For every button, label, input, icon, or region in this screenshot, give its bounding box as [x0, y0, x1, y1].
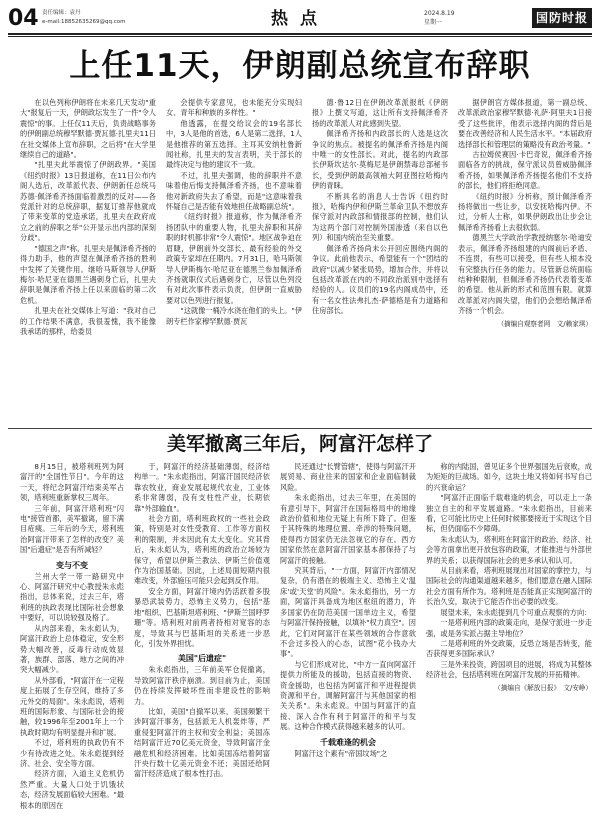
date-info — [424, 9, 455, 27]
paragraph: 朱永彪认为，塔利班在阿富汗的政治、经济、社会等方面拿出更开放包容的政策，才能推进与外部世界的关系；以获得国际社会的更多承认和认可。 — [426, 534, 592, 565]
paragraph: 他透露，在提交给议会的19名部长中，3人是他的首选，6人是第二选择，1人是他推荐的第五选择。主耳其安纳杜鲁新闻社称，扎里夫的发言表明，关于部长的最终决定与他的建议不一致。 — [166, 118, 302, 170]
paragraph: 安全方面，阿富汗境内仍活跃着多股暴恐武装势力，恐怖主义势力，包括"基地"组织、巴基斯坦塔利班、"伊斯兰国呼罗珊"等。塔利班对前两者持相对宽容的态度，导致其与巴基斯坦的关系进一步恶化，引发外界担忧。 — [134, 586, 270, 648]
paragraph: 8月15日，被塔利班列为阿富汗的"全国性节日"。今年的这一天，将纪念阿富汗结束美军占领，塔利班重新掌权三周年。 — [20, 462, 124, 503]
article2-column-2 — [134, 462, 270, 830]
paragraph: 《纽约时报》分析称，预计佩泽希齐扬将做出一些让步，以安抚哈梅内伊。不过，分析人士称，如果伊朗政出让步会让佩泽希齐扬看上去很软弱。 — [458, 191, 592, 232]
article1-column-2 — [166, 98, 302, 424]
paragraph: 古拉姆侯赛因·卡巴奇说，佩泽希齐扬面临各方的挑战，保守派议员曾威胁佩泽希齐扬，如果佩泽希齐扬提名他们不支持的部长，他们将拒绝同意。 — [458, 150, 592, 191]
subheading: 美国"后遗症" — [177, 654, 227, 664]
paragraph: 佩泽希齐扬和内政部长的人选是这次争议的焦点。被提名的佩泽希齐扬是内阁中唯一的女性部长。对此，提名的内政部长伊斯坎达尔·莫梅尼是伊朗禁毒总部秘书长，受到伊朗最高领袖大阿亚图拉哈梅内伊的青睐。 — [312, 129, 448, 191]
paragraph: 比如，美国"自撤军以来，美国频繁干涉阿富汗事务，包括派无人机轰炸等，严重侵犯阿富汗的主权和安全利益；美国冻结阿富汗近70亿美元资金，导致阿富汗金融危机和经济困难。比如美国冻结着阿富汗央行数十亿美元资金不还；美国还给阿富汗经济造成了根本性打击。 — [134, 706, 270, 779]
paragraph: 民还通过"长臂管辖"，使得与阿富汗开展贸易、商业往来的国家和企业面临制裁风险。 — [280, 462, 416, 492]
editor-email: e-mail:18852635269@qq.com — [42, 19, 126, 25]
paragraph: 展望未来，朱永彪提到几个可重点观察的方向： — [440, 607, 592, 617]
paragraph: 称的内陆国，曾见证多个世界强国先后衰败，成为矩矩的巨战场。如今，这块土地又将如何书写自己的兴衰命运？ — [426, 462, 592, 492]
paragraph: 朱永彪指出，三年前美军仓促撤离，导致阿富汗秩序崩溃。到目前为止，美国仍在持续发挥破坏性而非建设性的影响力。 — [134, 665, 270, 706]
paragraph: 扎里夫在社交媒体上写道："我对自己的工作结果不满意，我很羞愧，我不能像我承诺的那样，给委员 — [20, 306, 156, 336]
paragraph: 会提供专家意见，也未能充分实现妇女、青年和种族的多样性。" — [166, 98, 302, 118]
paragraph: 德·鲁12日在伊朗改革派报纸《伊朗报》上撰文写道，这让所有支持佩泽希齐扬的改革派人对此感到失望。 — [312, 98, 448, 128]
paragraph: 二是塔利班的外交政策，反恐立场是否转变，能否获得更多国际承认？ — [426, 638, 592, 659]
issue-weekday: 星期一 — [424, 19, 443, 26]
issue-date: 2024.8.19 — [424, 10, 455, 17]
editor-name: 责任编辑：袁丹 — [42, 10, 81, 16]
newspaper-logo: 国防时报 — [532, 8, 592, 28]
paragraph: 经济方面，入道主义危机仍然严重。大量人口处于饥饿状态，经济发展面临较大困难。"最根本的原因在 — [20, 769, 124, 810]
paragraph: 兰州大学一带一路研究中心、阿富汗研究中心教授朱永彪指出，总体来说，过去三年，塔利班的执政表现比国际社会想象中要好，可以说较强及格了。 — [20, 571, 124, 623]
article1-column-3 — [312, 98, 448, 424]
paragraph: 德黑兰大学政治学教授纳塞尔·哈迪安表示，佩泽希齐扬组建的内阁前后矛盾、不连贯，有些可以接受，但有些人根本没有完整执行任务的能力。尽管新总统面临结种种限制，但佩泽希齐扬仍代表着变革的希望。他从新的形式和范围有限。就算改革派对内阁失望，他们仍会想给佩泽希齐扬一个机会。 — [458, 233, 592, 316]
paragraph: 与它们形成对比，"中方一直向阿富汗提供力所能及的援助，包括直接的物资、资金援助，也包括为阿富汗和平进程提供资源和平台，调解阿富汗与其他国家的相关关系"。朱永彪说。中国与阿富汗的直接、深入合作有利于阿富汗的和平与发展。这种合作模式获得越来越多的认可。 — [280, 659, 416, 732]
top-rule-thin — [8, 36, 592, 37]
article2-column-3 — [280, 462, 416, 830]
paragraph: 佩泽希齐扬尚未公开回应围绕内阁的争议。此前他表示，希望能有一个"团结的政府"以减少紧张局势，增加合作，并将以包括改革派在内的不同政治派别中选择有经验的人。议员们的19名内阁成员中，还有一名女性法弗扎杰·萨德格是有力道路和住房部长。 — [312, 243, 448, 316]
paragraph: 阿富汗这个素有"帝国坟场"之 — [294, 748, 388, 758]
paragraph: 据伊朗官方媒体报道，第一副总统、改革派政治家穆罕默德·礼萨·阿里夫1日接受了这些批评，他表示选择内阁的背后是要在改善经济和人民生活水平。"本届政府选择部长和管理层的策略没有政治考量。" — [458, 98, 592, 149]
article1-headline: 上任11天，伊朗副总统宣布辞职 — [69, 48, 531, 84]
paragraph: "这就像一桶冷水浇在他们的头上。"伊朗专栏作家穆罕默德·贾瓦 — [166, 306, 302, 326]
paragraph: 从内部来看，朱永彪认为，阿富汗政治上总体稳定，安全形势大幅改善，反毒行动成效显著，族群、部落、地方之间的冲突大幅减少。 — [20, 623, 124, 675]
section-divider — [8, 428, 592, 429]
article-byline: （摘编自观察者网 文/赖家琪） — [497, 319, 592, 328]
page-number: 04 — [8, 6, 39, 31]
article-byline: （摘编自《解放日报》 文/安峥） — [494, 683, 592, 692]
paragraph: 三年前，阿富汗塔利班"闪电"接管首都，美军撤离，留下满目疮痍。三年后的今天，塔利班治阿富汗带来了怎样的改变？美国"后遗症"是否有所减轻？ — [20, 503, 124, 555]
paragraph: 究其背后，"一方面，阿富汗内部情况复杂，仍有潜在的极端主义、恐怖主义'温床'或'天堂'的风险"。朱永彪指出，另一方面，阿富汗具备成为地区枢纽的潜力，许多国家仍在防范美国一国单边主义，希望与阿富汗保持接触，以填补"权力真空"。因此，它们对阿富汗在某些领域的合作意欲不会过多投入的心态，试图"花小钱办大事"。 — [280, 566, 416, 659]
paragraph: "阿富汗正面临千载难逢的机会，可以走上一条独立自主的和平发展道路。"朱永彪指出，目前来看，它可能比历史上任何时候都要接近于实现这个目标，但仍面临不少障碍。 — [426, 493, 592, 534]
paragraph: 三是外来投资，跨国项目的进展，将成为其整体经济社会，包括塔利班在阿富汗发展的开拓精神。 — [426, 659, 592, 680]
paragraph: "德国之声"称，扎里夫是佩泽希齐扬的得力助手，他的声望在佩泽希齐扬的胜利中发挥了关键作用。继哈马斯领导人伊斯梅尔·哈尼亚在德黑兰遇刺身亡后，扎里夫辞职是佩泽希齐扬上任以来面临的第二次危机。 — [20, 243, 156, 305]
paragraph: 不过，扎里夫强调，他的辞职并不意味着他后悔支持佩泽希齐扬，也不意味着他对新政府失去了希望，而是"这意味着我怀疑自己是否能有效地担任战略副总统"。 — [166, 170, 302, 212]
paragraph: 在以色列称伊朗将在未来几天发动"重大"报复后一天，伊朗政坛发生了一件"令人震惊"的事。上任仅11天后，负责战略事务的伊朗副总统穆罕默德·贾瓦德·扎里夫11日在社交媒体上宣布辞职，之后将"在大学里继续自己的道路"。 — [20, 98, 156, 160]
section-title: 热点 — [271, 9, 329, 29]
top-rule — [8, 33, 592, 35]
article2-headline: 美军撤离三年后，阿富汗怎样了 — [166, 433, 433, 455]
subheading: 变与不变 — [56, 560, 88, 570]
article2-column-4 — [426, 462, 592, 830]
paragraph: 不断具名的消息人士告诉《纽约时报》，哈梅内伊和伊斯兰革命卫队不想放弃保守派对内政部和情报部的控制，他们认为这两个部门对控制外国渗透（来自以色列）和国内统治至关重要。 — [312, 191, 448, 243]
paragraph: 不过，塔利班的执政仍有不少有待改进之处。朱永彪提到经济、社会、安全等方面。 — [20, 738, 124, 768]
paragraph: 从目前来看，塔利班展现出对国家的掌控力，与国际社会的沟通渠道越来越多，他们愿意在融入国际社会方面有所作为。塔利班是否能真正实现阿富汗的长治久安，取决于它能否作出必要的改变。 — [426, 566, 592, 607]
masthead — [8, 6, 592, 32]
paragraph: 从外部看，"阿富汗在一定程度上拓展了生存空间，维持了多元外交的局面"。朱永彪说，塔利班的国际形象、与国际社会的接触，较1996年至2001年上一个执政时期均有明显提升和扩展。 — [20, 675, 124, 737]
article2-column-1 — [20, 462, 124, 830]
paragraph: 于，阿富汗的经济基础薄弱，经济结构单一。"朱永彪指出，阿富汗国民经济依靠农牧业，商业发展起规代农业，工业体系非常薄弱，没有支柱性产业，长期依靠"外部输血"。 — [134, 462, 270, 513]
paragraph: 一是塔利班内部的政策走向，是保守派进一步走强，或是务实派占据主导地位？ — [426, 618, 592, 638]
article1-column-4 — [458, 98, 592, 424]
paragraph: 社会方面，塔利班政权的一些社会政策，特别是对女性受教育、工作等方面权利的限制，并未因此有太大变化。究其背后，朱永彪认为，塔利班的政治立场较为保守，希望以伊斯兰教法、伊斯兰价值观作为治国基础。因此，上述局面短期内很难改变，外部施压可能只会起到反作用。 — [134, 514, 270, 586]
paragraph: 《纽约时报》报道称，作为佩泽希齐扬团队中的重要人物，扎里夫辞职和其辞职的时机都非常"令人震惊"。地区战争迫在眉睫，伊朗前外交部长、最有经验的外交政策专家却在任期内。7月31日，哈马斯领导人伊斯梅尔·哈尼亚在德黑兰参加佩泽希齐扬就职仪式后遇刺身亡，尽管以色列没有对此次事件表示负责，但伊朗一直威胁要对以色列进行报复。 — [166, 212, 302, 305]
paragraph: 朱永彪指出，过去三年里，在美国的有意引导下，阿富汗在国际格局中的地缘政治价值和地位无疑上有所下降了。但鉴于其特殊的地理位置、牵涉的特殊问题，使得西方国家仍无法忽视它的存在。西方国家依然在意阿富汗国家基本都保持了与阿富汗的接触。 — [280, 493, 416, 565]
subheading: 千载难逢的机会 — [320, 737, 376, 747]
article1-column-1 — [20, 98, 156, 424]
paragraph: "扎里夫此举震惊了伊朗政界。"美国《纽约时报》13日报道称，在11日公布内阁人选后，改革派代表、伊朗新任总统马苏德·佩泽希齐扬面临着激烈的反对——各党派针对的总统辞职，据复订推荐他就成了带来变革的党造承诺，扎里夫在政府成立之前的辞职之举"公开显示出内部的深刻分歧"。 — [20, 160, 156, 243]
